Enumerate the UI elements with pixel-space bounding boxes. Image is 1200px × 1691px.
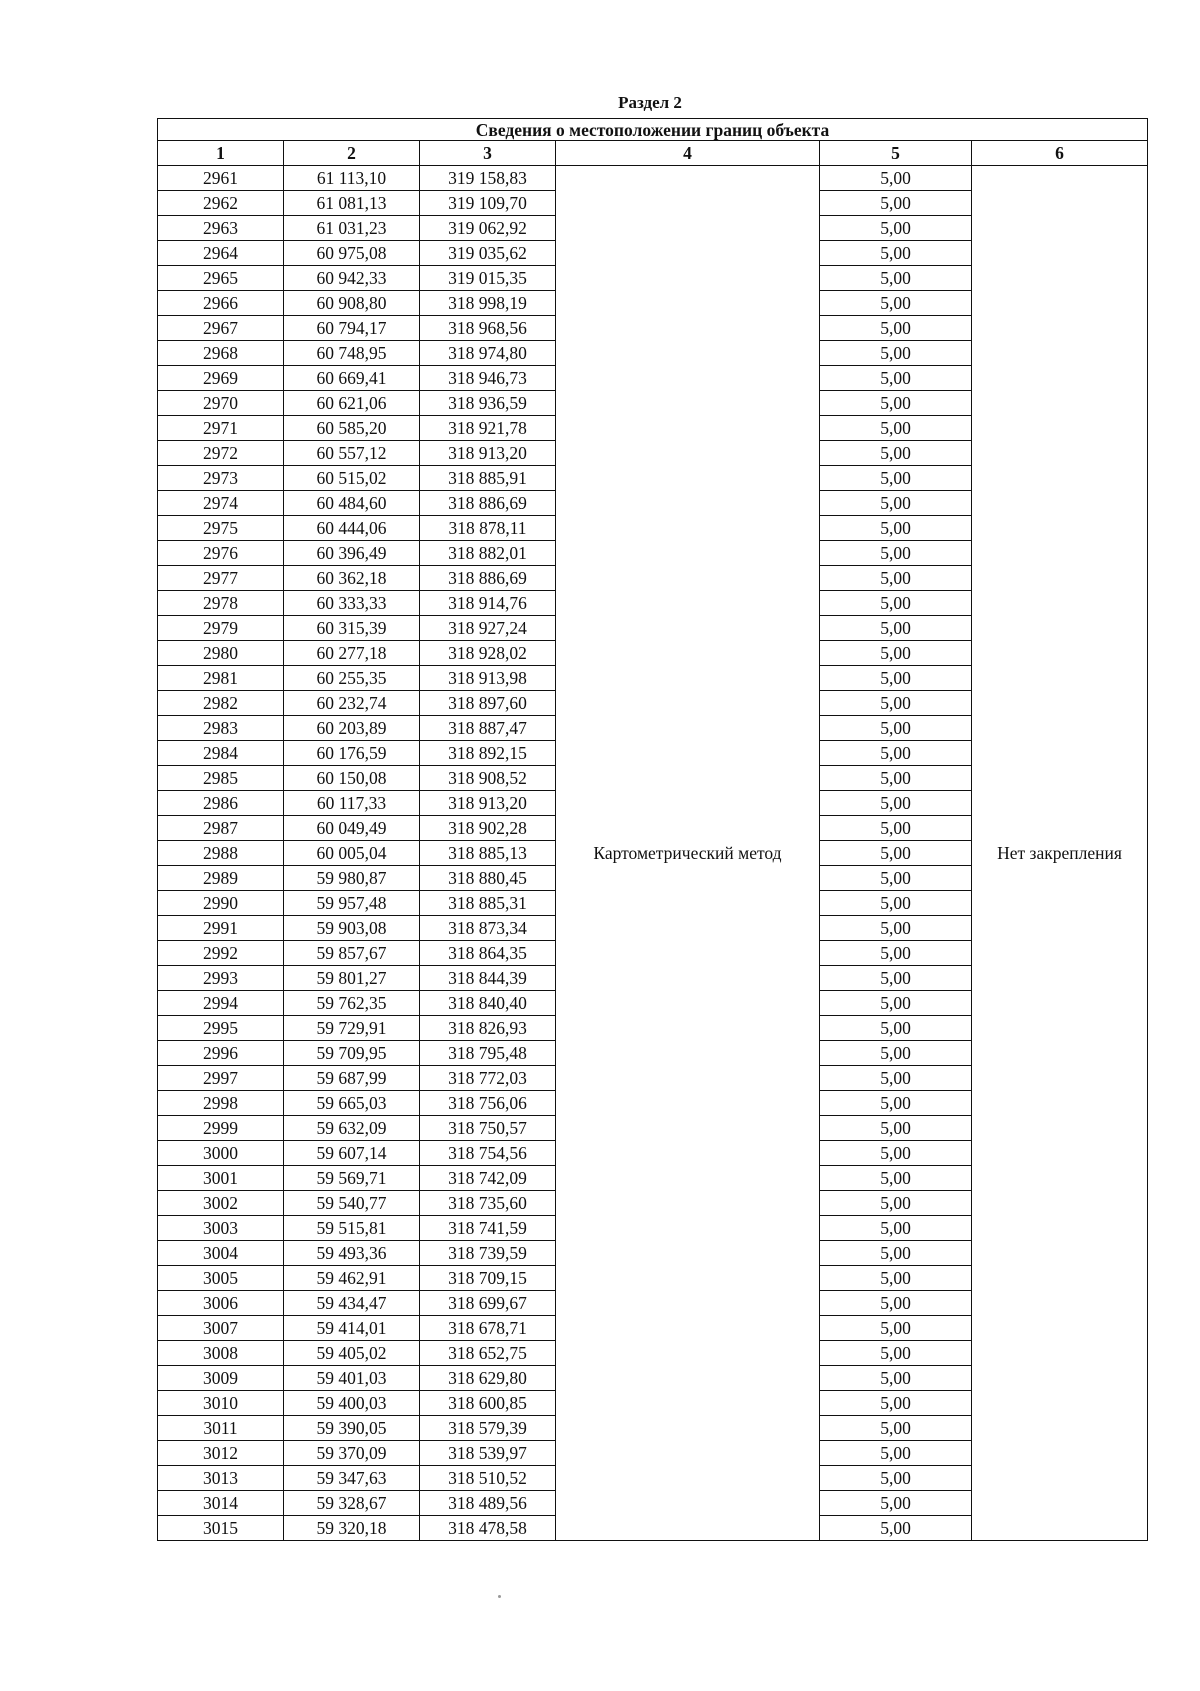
x-coordinate-cell: 60 255,35 — [284, 666, 420, 691]
x-coordinate-cell: 59 462,91 — [284, 1266, 420, 1291]
x-coordinate-cell: 60 049,49 — [284, 816, 420, 841]
x-coordinate-cell: 60 444,06 — [284, 516, 420, 541]
point-number-cell: 2990 — [158, 891, 284, 916]
x-coordinate-cell: 59 709,95 — [284, 1041, 420, 1066]
accuracy-cell: 5,00 — [820, 1316, 972, 1341]
accuracy-cell: 5,00 — [820, 691, 972, 716]
x-coordinate-cell: 60 176,59 — [284, 741, 420, 766]
x-coordinate-cell: 59 632,09 — [284, 1116, 420, 1141]
point-number-cell: 2965 — [158, 266, 284, 291]
accuracy-cell: 5,00 — [820, 1191, 972, 1216]
accuracy-cell: 5,00 — [820, 941, 972, 966]
y-coordinate-cell: 318 699,67 — [420, 1291, 556, 1316]
accuracy-cell: 5,00 — [820, 216, 972, 241]
point-number-cell: 2984 — [158, 741, 284, 766]
x-coordinate-cell: 59 801,27 — [284, 966, 420, 991]
accuracy-cell: 5,00 — [820, 491, 972, 516]
point-number-cell: 2969 — [158, 366, 284, 391]
accuracy-cell: 5,00 — [820, 816, 972, 841]
accuracy-cell: 5,00 — [820, 1116, 972, 1141]
accuracy-cell: 5,00 — [820, 1491, 972, 1516]
x-coordinate-cell: 60 515,02 — [284, 466, 420, 491]
x-coordinate-cell: 61 081,13 — [284, 191, 420, 216]
accuracy-cell: 5,00 — [820, 791, 972, 816]
x-coordinate-cell: 61 031,23 — [284, 216, 420, 241]
point-number-cell: 2975 — [158, 516, 284, 541]
accuracy-cell: 5,00 — [820, 741, 972, 766]
method-cell: Картометрический метод — [556, 166, 820, 1541]
x-coordinate-cell: 59 328,67 — [284, 1491, 420, 1516]
y-coordinate-cell: 318 489,56 — [420, 1491, 556, 1516]
point-number-cell: 3011 — [158, 1416, 284, 1441]
scan-artifact — [498, 1595, 501, 1598]
accuracy-cell: 5,00 — [820, 1141, 972, 1166]
accuracy-cell: 5,00 — [820, 1416, 972, 1441]
x-coordinate-cell: 59 320,18 — [284, 1516, 420, 1541]
point-number-cell: 2995 — [158, 1016, 284, 1041]
accuracy-cell: 5,00 — [820, 1066, 972, 1091]
point-number-cell: 3007 — [158, 1316, 284, 1341]
y-coordinate-cell: 318 741,59 — [420, 1216, 556, 1241]
x-coordinate-cell: 60 557,12 — [284, 441, 420, 466]
x-coordinate-cell: 60 669,41 — [284, 366, 420, 391]
y-coordinate-cell: 318 921,78 — [420, 416, 556, 441]
x-coordinate-cell: 60 484,60 — [284, 491, 420, 516]
point-number-cell: 3013 — [158, 1466, 284, 1491]
fixation-cell: Нет закрепления — [972, 166, 1148, 1541]
point-number-cell: 2999 — [158, 1116, 284, 1141]
y-coordinate-cell: 318 927,24 — [420, 616, 556, 641]
y-coordinate-cell: 318 880,45 — [420, 866, 556, 891]
column-header: 6 — [972, 141, 1148, 166]
x-coordinate-cell: 59 347,63 — [284, 1466, 420, 1491]
accuracy-cell: 5,00 — [820, 1366, 972, 1391]
point-number-cell: 2967 — [158, 316, 284, 341]
point-number-cell: 2981 — [158, 666, 284, 691]
y-coordinate-cell: 318 885,31 — [420, 891, 556, 916]
y-coordinate-cell: 319 109,70 — [420, 191, 556, 216]
y-coordinate-cell: 318 886,69 — [420, 566, 556, 591]
column-header: 4 — [556, 141, 820, 166]
point-number-cell: 2966 — [158, 291, 284, 316]
y-coordinate-cell: 318 772,03 — [420, 1066, 556, 1091]
point-number-cell: 2978 — [158, 591, 284, 616]
accuracy-cell: 5,00 — [820, 241, 972, 266]
point-number-cell: 2985 — [158, 766, 284, 791]
accuracy-cell: 5,00 — [820, 1016, 972, 1041]
point-number-cell: 2962 — [158, 191, 284, 216]
boundary-coordinates-table — [157, 118, 1148, 1541]
y-coordinate-cell: 318 742,09 — [420, 1166, 556, 1191]
point-number-cell: 2977 — [158, 566, 284, 591]
y-coordinate-cell: 318 795,48 — [420, 1041, 556, 1066]
accuracy-cell: 5,00 — [820, 766, 972, 791]
y-coordinate-cell: 318 885,13 — [420, 841, 556, 866]
point-number-cell: 2994 — [158, 991, 284, 1016]
x-coordinate-cell: 60 362,18 — [284, 566, 420, 591]
accuracy-cell: 5,00 — [820, 366, 972, 391]
y-coordinate-cell: 318 478,58 — [420, 1516, 556, 1541]
accuracy-cell: 5,00 — [820, 1291, 972, 1316]
point-number-cell: 3009 — [158, 1366, 284, 1391]
accuracy-cell: 5,00 — [820, 1391, 972, 1416]
x-coordinate-cell: 59 400,03 — [284, 1391, 420, 1416]
point-number-cell: 3015 — [158, 1516, 284, 1541]
point-number-cell: 3001 — [158, 1166, 284, 1191]
y-coordinate-cell: 318 936,59 — [420, 391, 556, 416]
x-coordinate-cell: 60 748,95 — [284, 341, 420, 366]
point-number-cell: 2980 — [158, 641, 284, 666]
x-coordinate-cell: 59 857,67 — [284, 941, 420, 966]
point-number-cell: 2976 — [158, 541, 284, 566]
y-coordinate-cell: 318 678,71 — [420, 1316, 556, 1341]
point-number-cell: 2987 — [158, 816, 284, 841]
point-number-cell: 2988 — [158, 841, 284, 866]
x-coordinate-cell: 60 585,20 — [284, 416, 420, 441]
x-coordinate-cell: 59 401,03 — [284, 1366, 420, 1391]
point-number-cell: 2970 — [158, 391, 284, 416]
point-number-cell: 2982 — [158, 691, 284, 716]
point-number-cell: 2973 — [158, 466, 284, 491]
x-coordinate-cell: 59 370,09 — [284, 1441, 420, 1466]
accuracy-cell: 5,00 — [820, 316, 972, 341]
point-number-cell: 2964 — [158, 241, 284, 266]
x-coordinate-cell: 59 762,35 — [284, 991, 420, 1016]
x-coordinate-cell: 59 569,71 — [284, 1166, 420, 1191]
accuracy-cell: 5,00 — [820, 1091, 972, 1116]
accuracy-cell: 5,00 — [820, 566, 972, 591]
point-number-cell: 3000 — [158, 1141, 284, 1166]
y-coordinate-cell: 318 652,75 — [420, 1341, 556, 1366]
column-header-row — [158, 141, 1148, 166]
y-coordinate-cell: 318 913,20 — [420, 791, 556, 816]
point-number-cell: 2989 — [158, 866, 284, 891]
x-coordinate-cell: 59 540,77 — [284, 1191, 420, 1216]
point-number-cell: 2997 — [158, 1066, 284, 1091]
accuracy-cell: 5,00 — [820, 916, 972, 941]
column-header: 5 — [820, 141, 972, 166]
y-coordinate-cell: 318 908,52 — [420, 766, 556, 791]
x-coordinate-cell: 60 203,89 — [284, 716, 420, 741]
accuracy-cell: 5,00 — [820, 1216, 972, 1241]
x-coordinate-cell: 60 942,33 — [284, 266, 420, 291]
x-coordinate-cell: 59 903,08 — [284, 916, 420, 941]
y-coordinate-cell: 318 913,20 — [420, 441, 556, 466]
point-number-cell: 3014 — [158, 1491, 284, 1516]
table-body — [158, 166, 1148, 1541]
accuracy-cell: 5,00 — [820, 266, 972, 291]
y-coordinate-cell: 318 885,91 — [420, 466, 556, 491]
column-header: 1 — [158, 141, 284, 166]
point-number-cell: 3012 — [158, 1441, 284, 1466]
x-coordinate-cell: 60 908,80 — [284, 291, 420, 316]
accuracy-cell: 5,00 — [820, 1266, 972, 1291]
point-number-cell: 2986 — [158, 791, 284, 816]
y-coordinate-cell: 318 709,15 — [420, 1266, 556, 1291]
accuracy-cell: 5,00 — [820, 991, 972, 1016]
point-number-cell: 2963 — [158, 216, 284, 241]
x-coordinate-cell: 60 232,74 — [284, 691, 420, 716]
point-number-cell: 2992 — [158, 941, 284, 966]
y-coordinate-cell: 318 600,85 — [420, 1391, 556, 1416]
y-coordinate-cell: 318 914,76 — [420, 591, 556, 616]
y-coordinate-cell: 319 062,92 — [420, 216, 556, 241]
point-number-cell: 2979 — [158, 616, 284, 641]
accuracy-cell: 5,00 — [820, 641, 972, 666]
y-coordinate-cell: 318 902,28 — [420, 816, 556, 841]
x-coordinate-cell: 61 113,10 — [284, 166, 420, 191]
point-number-cell: 2993 — [158, 966, 284, 991]
x-coordinate-cell: 59 687,99 — [284, 1066, 420, 1091]
y-coordinate-cell: 319 015,35 — [420, 266, 556, 291]
y-coordinate-cell: 318 887,47 — [420, 716, 556, 741]
accuracy-cell: 5,00 — [820, 1166, 972, 1191]
section-title: Раздел 2 — [618, 93, 682, 112]
accuracy-cell: 5,00 — [820, 466, 972, 491]
accuracy-cell: 5,00 — [820, 966, 972, 991]
accuracy-cell: 5,00 — [820, 1041, 972, 1066]
accuracy-cell: 5,00 — [820, 1466, 972, 1491]
y-coordinate-cell: 318 739,59 — [420, 1241, 556, 1266]
y-coordinate-cell: 318 840,40 — [420, 991, 556, 1016]
y-coordinate-cell: 318 864,35 — [420, 941, 556, 966]
point-number-cell: 2972 — [158, 441, 284, 466]
accuracy-cell: 5,00 — [820, 866, 972, 891]
point-number-cell: 3008 — [158, 1341, 284, 1366]
x-coordinate-cell: 60 621,06 — [284, 391, 420, 416]
y-coordinate-cell: 318 913,98 — [420, 666, 556, 691]
y-coordinate-cell: 318 974,80 — [420, 341, 556, 366]
y-coordinate-cell: 318 754,56 — [420, 1141, 556, 1166]
accuracy-cell: 5,00 — [820, 841, 972, 866]
x-coordinate-cell: 60 794,17 — [284, 316, 420, 341]
x-coordinate-cell: 59 493,36 — [284, 1241, 420, 1266]
y-coordinate-cell: 318 750,57 — [420, 1116, 556, 1141]
x-coordinate-cell: 60 975,08 — [284, 241, 420, 266]
y-coordinate-cell: 318 735,60 — [420, 1191, 556, 1216]
y-coordinate-cell: 318 629,80 — [420, 1366, 556, 1391]
x-coordinate-cell: 59 607,14 — [284, 1141, 420, 1166]
x-coordinate-cell: 59 515,81 — [284, 1216, 420, 1241]
point-number-cell: 2968 — [158, 341, 284, 366]
point-number-cell: 3003 — [158, 1216, 284, 1241]
accuracy-cell: 5,00 — [820, 1516, 972, 1541]
x-coordinate-cell: 59 980,87 — [284, 866, 420, 891]
x-coordinate-cell: 60 333,33 — [284, 591, 420, 616]
point-number-cell: 3005 — [158, 1266, 284, 1291]
accuracy-cell: 5,00 — [820, 1441, 972, 1466]
accuracy-cell: 5,00 — [820, 591, 972, 616]
x-coordinate-cell: 60 117,33 — [284, 791, 420, 816]
x-coordinate-cell: 59 405,02 — [284, 1341, 420, 1366]
accuracy-cell: 5,00 — [820, 516, 972, 541]
point-number-cell: 3006 — [158, 1291, 284, 1316]
y-coordinate-cell: 318 510,52 — [420, 1466, 556, 1491]
accuracy-cell: 5,00 — [820, 716, 972, 741]
point-number-cell: 2996 — [158, 1041, 284, 1066]
accuracy-cell: 5,00 — [820, 441, 972, 466]
x-coordinate-cell: 60 005,04 — [284, 841, 420, 866]
accuracy-cell: 5,00 — [820, 291, 972, 316]
point-number-cell: 2961 — [158, 166, 284, 191]
x-coordinate-cell: 59 957,48 — [284, 891, 420, 916]
y-coordinate-cell: 318 928,02 — [420, 641, 556, 666]
accuracy-cell: 5,00 — [820, 416, 972, 441]
x-coordinate-cell: 59 434,47 — [284, 1291, 420, 1316]
y-coordinate-cell: 318 998,19 — [420, 291, 556, 316]
x-coordinate-cell: 60 150,08 — [284, 766, 420, 791]
point-number-cell: 2983 — [158, 716, 284, 741]
y-coordinate-cell: 319 158,83 — [420, 166, 556, 191]
x-coordinate-cell: 60 315,39 — [284, 616, 420, 641]
accuracy-cell: 5,00 — [820, 616, 972, 641]
y-coordinate-cell: 318 878,11 — [420, 516, 556, 541]
y-coordinate-cell: 318 873,34 — [420, 916, 556, 941]
x-coordinate-cell: 59 390,05 — [284, 1416, 420, 1441]
y-coordinate-cell: 319 035,62 — [420, 241, 556, 266]
y-coordinate-cell: 318 892,15 — [420, 741, 556, 766]
y-coordinate-cell: 318 946,73 — [420, 366, 556, 391]
point-number-cell: 3004 — [158, 1241, 284, 1266]
accuracy-cell: 5,00 — [820, 666, 972, 691]
accuracy-cell: 5,00 — [820, 341, 972, 366]
table-row — [158, 166, 1148, 191]
column-header: 3 — [420, 141, 556, 166]
y-coordinate-cell: 318 882,01 — [420, 541, 556, 566]
accuracy-cell: 5,00 — [820, 1241, 972, 1266]
y-coordinate-cell: 318 539,97 — [420, 1441, 556, 1466]
point-number-cell: 3010 — [158, 1391, 284, 1416]
y-coordinate-cell: 318 756,06 — [420, 1091, 556, 1116]
y-coordinate-cell: 318 844,39 — [420, 966, 556, 991]
accuracy-cell: 5,00 — [820, 891, 972, 916]
x-coordinate-cell: 59 665,03 — [284, 1091, 420, 1116]
point-number-cell: 2991 — [158, 916, 284, 941]
y-coordinate-cell: 318 886,69 — [420, 491, 556, 516]
x-coordinate-cell: 59 729,91 — [284, 1016, 420, 1041]
y-coordinate-cell: 318 968,56 — [420, 316, 556, 341]
column-header: 2 — [284, 141, 420, 166]
point-number-cell: 2971 — [158, 416, 284, 441]
point-number-cell: 2974 — [158, 491, 284, 516]
y-coordinate-cell: 318 897,60 — [420, 691, 556, 716]
x-coordinate-cell: 59 414,01 — [284, 1316, 420, 1341]
x-coordinate-cell: 60 277,18 — [284, 641, 420, 666]
point-number-cell: 3002 — [158, 1191, 284, 1216]
accuracy-cell: 5,00 — [820, 391, 972, 416]
point-number-cell: 2998 — [158, 1091, 284, 1116]
x-coordinate-cell: 60 396,49 — [284, 541, 420, 566]
accuracy-cell: 5,00 — [820, 191, 972, 216]
y-coordinate-cell: 318 579,39 — [420, 1416, 556, 1441]
accuracy-cell: 5,00 — [820, 1341, 972, 1366]
accuracy-cell: 5,00 — [820, 541, 972, 566]
accuracy-cell: 5,00 — [820, 166, 972, 191]
table-caption: Сведения о местоположении границ объекта — [158, 119, 1148, 141]
y-coordinate-cell: 318 826,93 — [420, 1016, 556, 1041]
